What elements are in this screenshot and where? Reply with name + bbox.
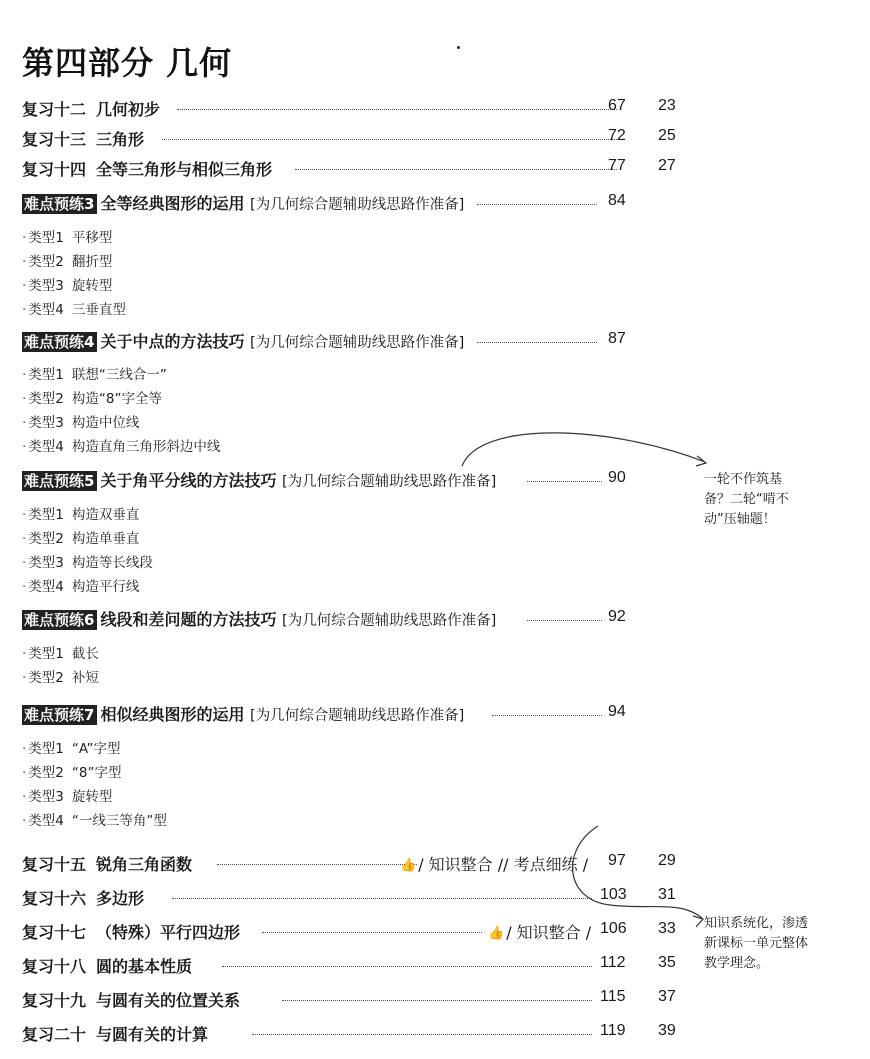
focus-tag: 难点预练7 <box>22 705 97 725</box>
review-number: 复习十九 <box>22 991 87 1010</box>
focus-tag: 难点预练4 <box>22 332 97 352</box>
review-number: 复习十四 <box>22 160 87 179</box>
answer-page-number: 25 <box>658 127 676 144</box>
review-title: 与圆有关的计算 <box>96 1025 209 1044</box>
focus-note: [为几何综合题辅助线思路作准备] <box>250 335 465 351</box>
type-item: · 类型3 构造等长线段 <box>22 555 153 571</box>
page-number: 92 <box>608 608 626 625</box>
review-title: 圆的基本性质 <box>96 957 193 976</box>
answer-page-number: 37 <box>658 988 676 1005</box>
page-number: 77 <box>608 157 626 174</box>
review-title: 锐角三角函数 <box>96 855 193 874</box>
page-number: 106 <box>600 920 627 937</box>
focus-title: 关于中点的方法技巧 <box>100 332 245 351</box>
type-item: · 类型1 平移型 <box>22 230 113 246</box>
thumbs-up-icon: 👍 <box>400 858 417 873</box>
review-title: 多边形 <box>96 889 145 908</box>
page-number: 90 <box>608 469 626 486</box>
type-item: · 类型4 三垂直型 <box>22 302 126 318</box>
page-number: 112 <box>600 954 626 971</box>
type-item: · 类型1 截长 <box>22 646 99 662</box>
type-item: · 类型4 构造平行线 <box>22 579 140 595</box>
focus-note: [为几何综合题辅助线思路作准备] <box>282 613 497 629</box>
page-number: 119 <box>600 1022 626 1039</box>
focus-title: 线段和差问题的方法技巧 <box>100 610 277 629</box>
focus-note: [为几何综合题辅助线思路作准备] <box>250 708 465 724</box>
type-item: · 类型1 联想“三线合一” <box>22 367 167 383</box>
focus-note: [为几何综合题辅助线思路作准备] <box>282 474 497 490</box>
review-number: 复习十六 <box>22 889 87 908</box>
focus-title: 全等经典图形的运用 <box>100 194 245 213</box>
focus-title: 关于角平分线的方法技巧 <box>100 471 277 490</box>
side-note-2: 知识系统化，渗透 新课标一单元整体 教学理念。 <box>704 916 809 971</box>
review-number: 复习十三 <box>22 130 87 149</box>
focus-tag: 难点预练3 <box>22 194 97 214</box>
focus-tag: 难点预练6 <box>22 610 97 630</box>
page-number: 97 <box>608 852 626 869</box>
page-number: 103 <box>600 886 627 903</box>
page-number: 72 <box>608 127 626 144</box>
review-title: 与圆有关的位置关系 <box>96 991 241 1010</box>
review-number: 复习十二 <box>22 100 87 119</box>
type-item: · 类型2 “8”字型 <box>22 765 122 781</box>
type-item: · 类型3 旋转型 <box>22 789 113 805</box>
focus-tag: 难点预练5 <box>22 471 97 491</box>
type-item: · 类型3 旋转型 <box>22 278 113 294</box>
page-number: 87 <box>608 330 626 347</box>
type-item: · 类型2 构造单垂直 <box>22 531 140 547</box>
type-item: · 类型2 补短 <box>22 670 99 686</box>
answer-page-number: 35 <box>658 954 676 971</box>
page-number: 67 <box>608 97 626 114</box>
type-item: · 类型2 构造“8”字全等 <box>22 391 162 407</box>
answer-page-number: 31 <box>658 886 676 903</box>
type-item: · 类型1 构造双垂直 <box>22 507 140 523</box>
type-item: · 类型2 翻折型 <box>22 254 113 270</box>
arrow-curve-2 <box>573 826 702 918</box>
review-title: 几何初步 <box>96 100 161 119</box>
type-item: · 类型1 “A”字型 <box>22 741 121 757</box>
section-extra: / 知识整合 / <box>506 923 592 942</box>
page-number: 94 <box>608 703 626 720</box>
side-note-1: 一轮不作筑基 备？二轮“啃不 动”压轴题！ <box>704 472 789 527</box>
page-number: 115 <box>600 988 626 1005</box>
answer-page-number: 27 <box>658 157 676 174</box>
answer-page-number: 29 <box>658 852 676 869</box>
review-number: 复习十七 <box>22 923 87 942</box>
review-number: 复习十八 <box>22 957 87 976</box>
answer-page-number: 33 <box>658 920 676 937</box>
type-item: · 类型4 “一线三等角”型 <box>22 813 167 829</box>
review-title: 全等三角形与相似三角形 <box>96 160 273 179</box>
arrow-curve-1 <box>462 433 705 466</box>
type-item: · 类型3 构造中位线 <box>22 415 140 431</box>
review-title: （特殊）平行四边形 <box>96 923 241 942</box>
page-number: 84 <box>608 192 626 209</box>
section-extra: / 知识整合 // 考点细练 / <box>418 855 589 874</box>
type-item: · 类型4 构造直角三角形斜边中线 <box>22 439 221 455</box>
review-number: 复习二十 <box>22 1025 87 1044</box>
review-number: 复习十五 <box>22 855 87 874</box>
answer-page-number: 23 <box>658 97 676 114</box>
page-title: 第四部分 几何 <box>22 44 233 82</box>
answer-page-number: 39 <box>658 1022 676 1039</box>
thumbs-up-icon: 👍 <box>488 926 505 941</box>
review-title: 三角形 <box>96 130 145 149</box>
focus-note: [为几何综合题辅助线思路作准备] <box>250 197 465 213</box>
focus-title: 相似经典图形的运用 <box>100 705 245 724</box>
